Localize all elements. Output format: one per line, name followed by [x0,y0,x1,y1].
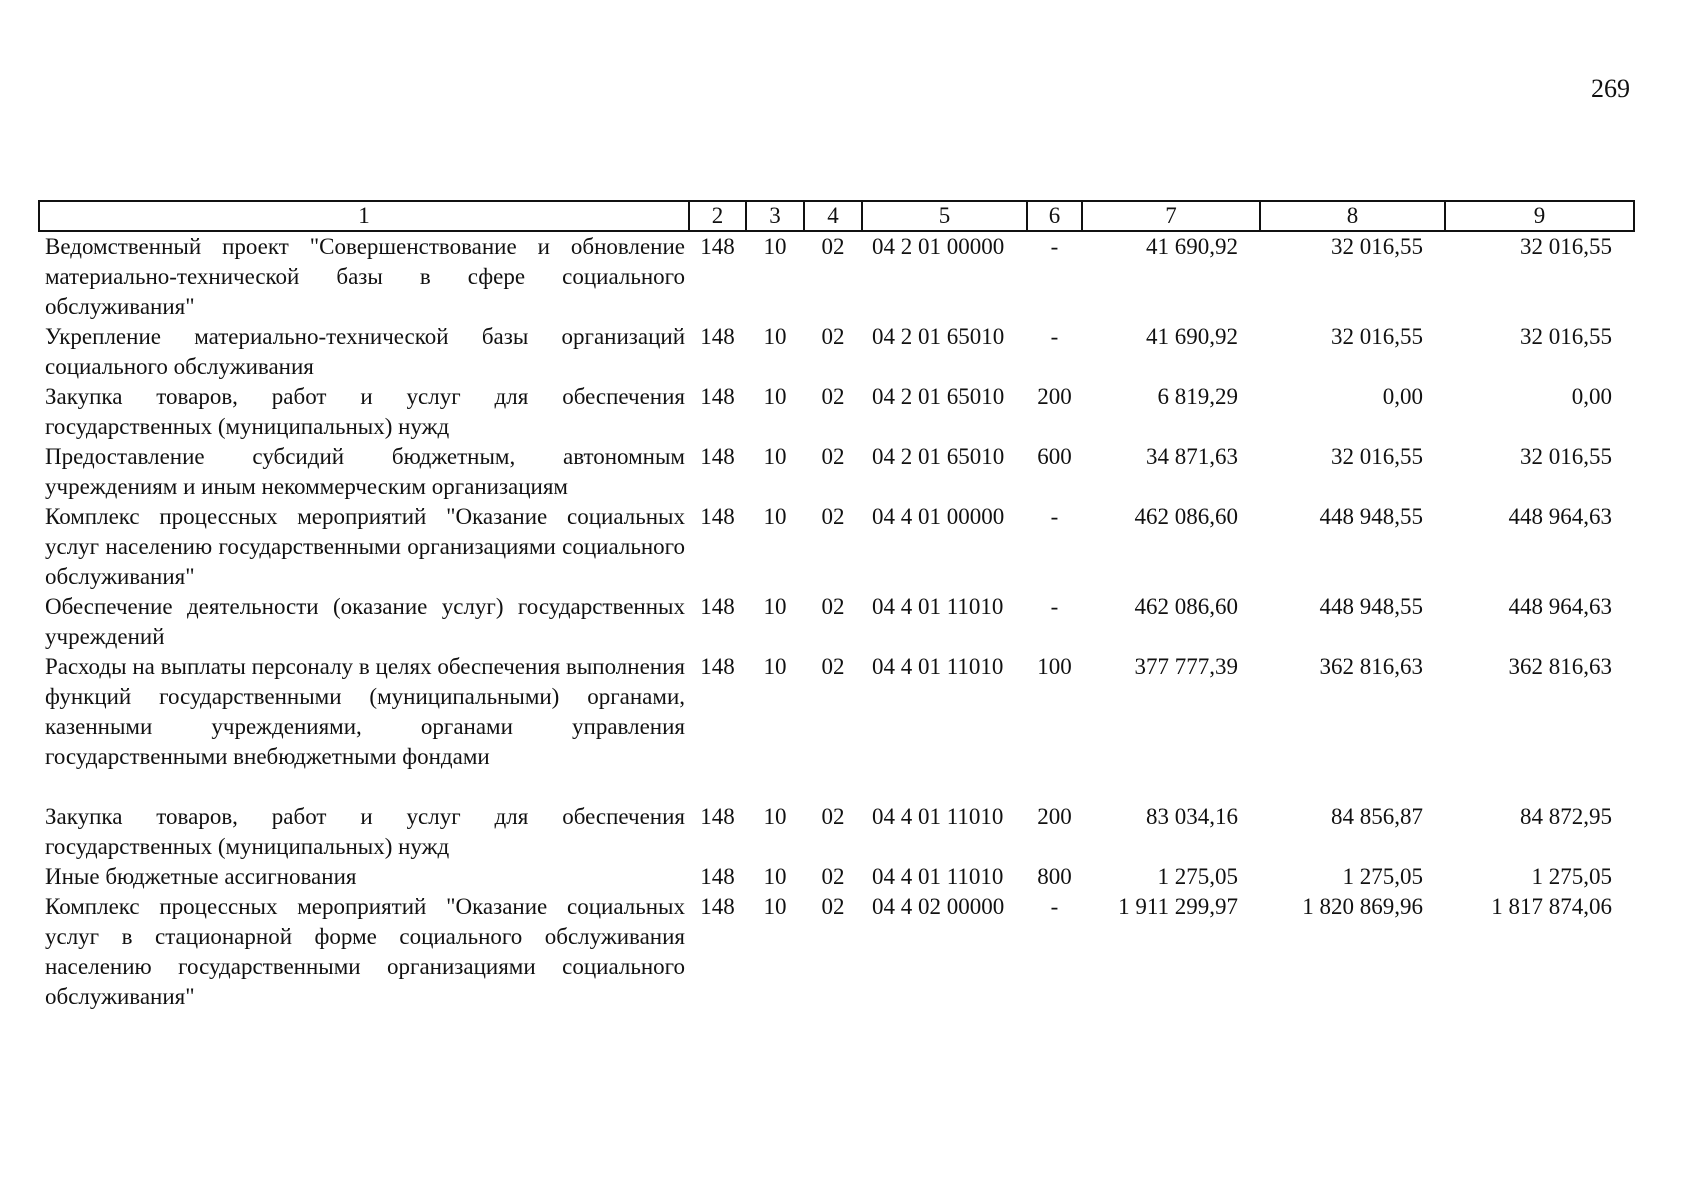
table-row [39,442,1634,502]
expense-type-cell: - [1050,234,1059,259]
row-name-cell: Укрепление материально-технической базы организаций социального обслуживания [45,324,685,379]
section-cell: 10 [763,864,787,889]
amount-year3-cell: 362 816,63 [1508,654,1612,679]
amount-year1-cell: 6 819,29 [1157,384,1238,409]
amount-year2-cell: 32 016,55 [1331,444,1423,469]
subsection-cell: 02 [821,594,845,619]
amount-year3-cell: 0,00 [1571,384,1612,409]
amount-year2-cell: 448 948,55 [1319,594,1423,619]
subsection-cell: 02 [821,384,845,409]
section-cell: 10 [763,594,787,619]
column-header: 6 [1027,201,1082,231]
row-name-cell: Расходы на выплаты персоналу в целях обеспечения выполнения функций государственными (муниципальными) органами, казенными учреждениями, органами управления государственными внебюджетными фондами [45,654,685,769]
expense-type-cell: - [1050,894,1059,919]
amount-year3-cell: 84 872,95 [1520,804,1612,829]
row-name-cell: Предоставление субсидий бюджетным, автономным учреждениям и иным некоммерческим организациям [45,444,685,499]
expense-type-cell: 800 [1037,864,1072,889]
target-code-cell: 04 4 01 11010 [872,594,1004,619]
amount-year3-cell: 1 817 874,06 [1491,894,1612,919]
amount-year3-cell: 32 016,55 [1520,444,1612,469]
amount-year1-cell: 83 034,16 [1146,804,1238,829]
sub-code-cell: 148 [700,654,735,679]
table-row [39,892,1634,1012]
sub-code-cell: 148 [700,324,735,349]
amount-year1-cell: 1 275,05 [1157,864,1238,889]
table-row [39,862,1634,892]
section-cell: 10 [763,384,787,409]
amount-year1-cell: 377 777,39 [1134,654,1238,679]
amount-year3-cell: 1 275,05 [1531,864,1612,889]
table-header-row [39,201,1634,231]
table-row [39,382,1634,442]
target-code-cell: 04 4 01 11010 [872,804,1004,829]
table-row [39,802,1634,862]
row-name-cell: Ведомственный проект "Совершенствование и обновление материально-технической базы в сфере социального обслуживания" [45,234,685,319]
subsection-cell: 02 [821,324,845,349]
column-header: 7 [1082,201,1260,231]
column-header: 5 [862,201,1027,231]
amount-year2-cell: 84 856,87 [1331,804,1423,829]
section-cell: 10 [763,894,787,919]
subsection-cell: 02 [821,234,845,259]
section-cell: 10 [763,444,787,469]
amount-year2-cell: 32 016,55 [1331,324,1423,349]
row-name-cell: Закупка товаров, работ и услуг для обеспечения государственных (муниципальных) нужд [45,384,685,439]
sub-code-cell: 148 [700,504,735,529]
subsection-cell: 02 [821,444,845,469]
target-code-cell: 04 2 01 65010 [872,444,1005,469]
expense-type-cell: 200 [1037,804,1072,829]
sub-code-cell: 148 [700,444,735,469]
subsection-cell: 02 [821,504,845,529]
column-header: 2 [689,201,746,231]
target-code-cell: 04 2 01 65010 [872,324,1005,349]
amount-year1-cell: 1 911 299,97 [1118,894,1238,919]
expense-type-cell: 200 [1037,384,1072,409]
amount-year2-cell: 362 816,63 [1319,654,1423,679]
target-code-cell: 04 2 01 00000 [872,234,1005,259]
sub-code-cell: 148 [700,594,735,619]
expense-type-cell: 600 [1037,444,1072,469]
amount-year2-cell: 448 948,55 [1319,504,1423,529]
expense-type-cell: - [1050,324,1059,349]
row-name-cell: Комплекс процессных мероприятий "Оказание социальных услуг населению государственными организациями социального обслуживания" [45,504,685,589]
amount-year2-cell: 0,00 [1382,384,1423,409]
amount-year1-cell: 462 086,60 [1134,504,1238,529]
section-cell: 10 [763,654,787,679]
column-header: 9 [1445,201,1634,231]
amount-year2-cell: 1 820 869,96 [1302,894,1423,919]
subsection-cell: 02 [821,654,845,679]
table-row [39,502,1634,592]
table-row [39,231,1634,322]
section-cell: 10 [763,234,787,259]
expense-type-cell: - [1050,504,1059,529]
table-row [39,322,1634,382]
section-cell: 10 [763,804,787,829]
amount-year1-cell: 34 871,63 [1146,444,1238,469]
row-name-cell: Иные бюджетные ассигнования [45,864,357,889]
table-row [39,652,1634,802]
column-header: 3 [746,201,804,231]
table-row [39,592,1634,652]
row-name-cell: Обеспечение деятельности (оказание услуг) государственных учреждений [45,594,685,649]
amount-year2-cell: 1 275,05 [1342,864,1423,889]
amount-year2-cell: 32 016,55 [1331,234,1423,259]
sub-code-cell: 148 [700,234,735,259]
amount-year1-cell: 41 690,92 [1146,234,1238,259]
target-code-cell: 04 4 01 11010 [872,654,1004,679]
amount-year3-cell: 448 964,63 [1508,594,1612,619]
subsection-cell: 02 [821,804,845,829]
column-header: 4 [804,201,862,231]
section-cell: 10 [763,504,787,529]
column-header: 8 [1260,201,1445,231]
expense-type-cell: - [1050,594,1059,619]
column-header: 1 [39,201,689,231]
table-body [39,231,1634,1012]
row-name-cell: Комплекс процессных мероприятий "Оказание социальных услуг в стационарной форме социального обслуживания населению государственными организациями социального обслуживания" [45,894,685,1009]
sub-code-cell: 148 [700,804,735,829]
amount-year1-cell: 41 690,92 [1146,324,1238,349]
page-number: 269 [1591,74,1630,103]
target-code-cell: 04 4 02 00000 [872,894,1005,919]
budget-table [38,200,1635,1012]
amount-year3-cell: 32 016,55 [1520,324,1612,349]
amount-year1-cell: 462 086,60 [1134,594,1238,619]
sub-code-cell: 148 [700,864,735,889]
row-name-cell: Закупка товаров, работ и услуг для обеспечения государственных (муниципальных) нужд [45,804,685,859]
sub-code-cell: 148 [700,894,735,919]
expense-type-cell: 100 [1037,654,1072,679]
section-cell: 10 [763,324,787,349]
target-code-cell: 04 4 01 11010 [872,864,1004,889]
sub-code-cell: 148 [700,384,735,409]
target-code-cell: 04 4 01 00000 [872,504,1005,529]
target-code-cell: 04 2 01 65010 [872,384,1005,409]
amount-year3-cell: 448 964,63 [1508,504,1612,529]
subsection-cell: 02 [821,864,845,889]
subsection-cell: 02 [821,894,845,919]
amount-year3-cell: 32 016,55 [1520,234,1612,259]
